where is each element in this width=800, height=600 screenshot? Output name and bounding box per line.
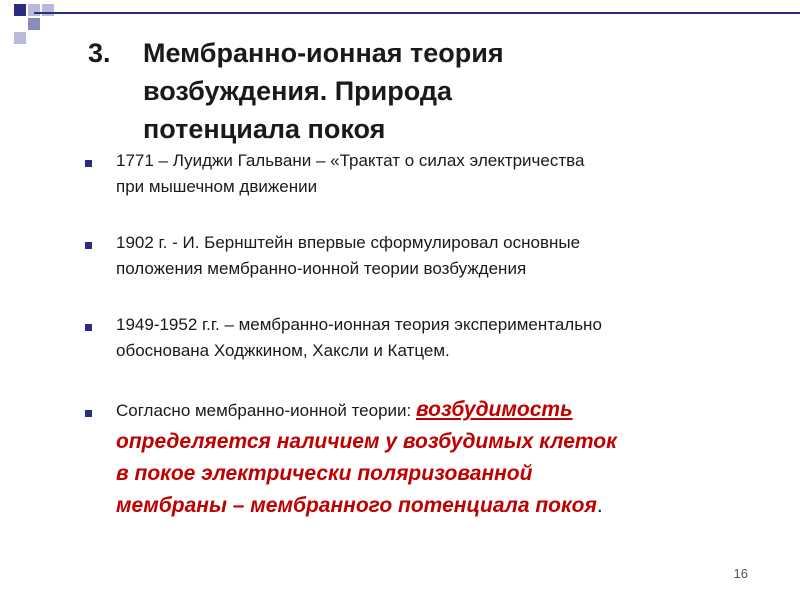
square-bullet-icon (85, 410, 92, 417)
emphasis-text: возбудимость (415, 398, 573, 421)
title-number: 3. (88, 38, 111, 68)
top-rule (34, 12, 800, 14)
square-bullet-icon (85, 242, 92, 249)
square-bullet-icon (85, 324, 92, 331)
bullet-item (80, 230, 770, 282)
trailing-period: . (596, 494, 603, 517)
bullet-lead-text: Согласно мембранно-ионной теории: (116, 401, 416, 420)
decor-square-light (28, 4, 40, 16)
bullet-text-line: 1771 – Луиджи Гальвани – «Трактат о силах электричества (116, 151, 585, 170)
bullet-text-line: обоснована Ходжкином, Хаксли и Катцем. (116, 341, 450, 360)
emphasis-line: мембраны – мембранного потенциала покоя (116, 494, 597, 517)
slide-title (88, 34, 728, 148)
bullet-text-line: 1902 г. - И. Бернштейн впервые сформулировал основные (116, 233, 581, 252)
bullet-item (80, 148, 770, 200)
decor-square-light (42, 4, 54, 16)
decor-square-mid (28, 18, 40, 30)
decor-square-light (14, 32, 26, 44)
emphasis-line: определяется наличием у возбудимых клеток (116, 430, 617, 453)
title-line: потенциала покоя (143, 114, 386, 144)
bullet-item (80, 394, 770, 522)
title-line: возбуждения. Природа (143, 76, 453, 106)
emphasis-line: в покое электрически поляризованной (116, 462, 533, 485)
bullet-item (80, 312, 770, 364)
bullet-text-line: 1949-1952 г.г. – мембранно-ионная теория экспериментально (116, 315, 602, 334)
bullet-text-line: положения мембранно-ионной теории возбуждения (116, 259, 527, 278)
title-line: Мембранно-ионная теория (143, 38, 504, 68)
page-number: 16 (733, 566, 748, 581)
decor-square-navy (14, 4, 26, 16)
bullet-text-line: при мышечном движении (116, 177, 318, 196)
bullet-list (80, 148, 770, 522)
square-bullet-icon (85, 160, 92, 167)
